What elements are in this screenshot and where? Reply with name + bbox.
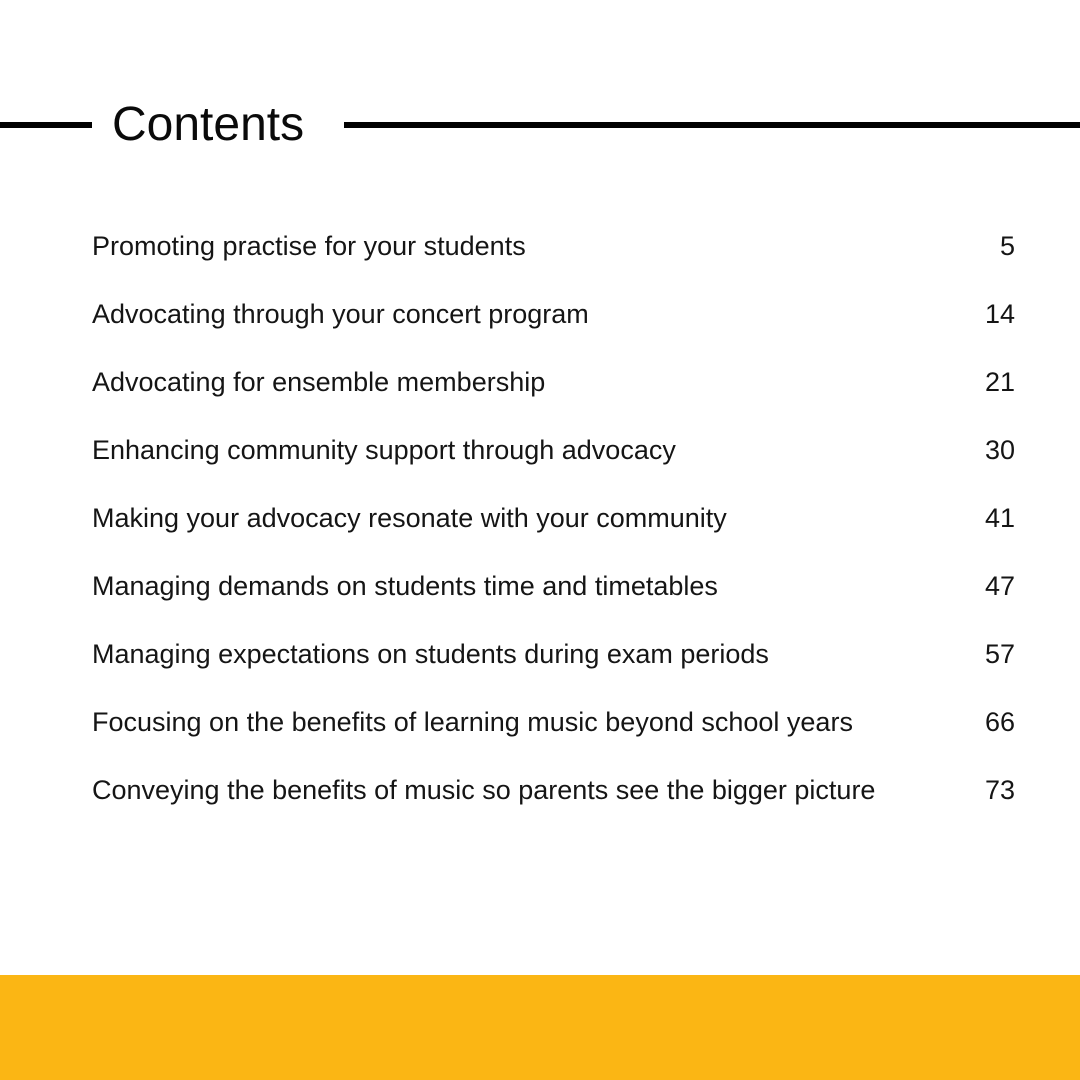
toc-entry-title: Making your advocacy resonate with your community [92,503,727,533]
toc-entry-title: Advocating for ensemble membership [92,367,546,397]
toc-entry-page: 30 [984,435,1015,465]
toc-entry[interactable] [92,688,1015,756]
heading-rule-right [344,122,1080,128]
toc-entry-page: 57 [984,639,1015,669]
toc-entry[interactable] [92,484,1015,552]
toc-entry-page: 21 [984,367,1015,397]
toc-entry-page: 73 [984,775,1015,805]
toc-entry-page: 5 [999,231,1015,261]
toc-entry-title: Managing demands on students time and timetables [92,571,718,601]
table-of-contents [92,212,1015,824]
toc-entry[interactable] [92,212,1015,280]
heading-rule-left [0,122,92,128]
toc-entry[interactable] [92,756,1015,824]
toc-entry-page: 14 [984,299,1015,329]
toc-entry-page: 47 [984,571,1015,601]
toc-entry[interactable] [92,280,1015,348]
toc-entry-page: 41 [984,503,1015,533]
toc-entry-title: Managing expectations on students during exam periods [92,639,769,669]
toc-entry-title: Enhancing community support through advocacy [92,435,676,465]
toc-entry-title: Advocating through your concert program [92,299,589,329]
toc-entry[interactable] [92,348,1015,416]
toc-entry[interactable] [92,416,1015,484]
footer-accent-band [0,975,1080,1080]
toc-entry-title: Promoting practise for your students [92,231,526,261]
page-title: Contents [112,98,305,151]
toc-entry[interactable] [92,620,1015,688]
toc-entry-title: Conveying the benefits of music so parents see the bigger picture [92,775,876,805]
toc-entry-title: Focusing on the benefits of learning music beyond school years [92,707,853,737]
toc-entry-page: 66 [984,707,1015,737]
toc-entry[interactable] [92,552,1015,620]
